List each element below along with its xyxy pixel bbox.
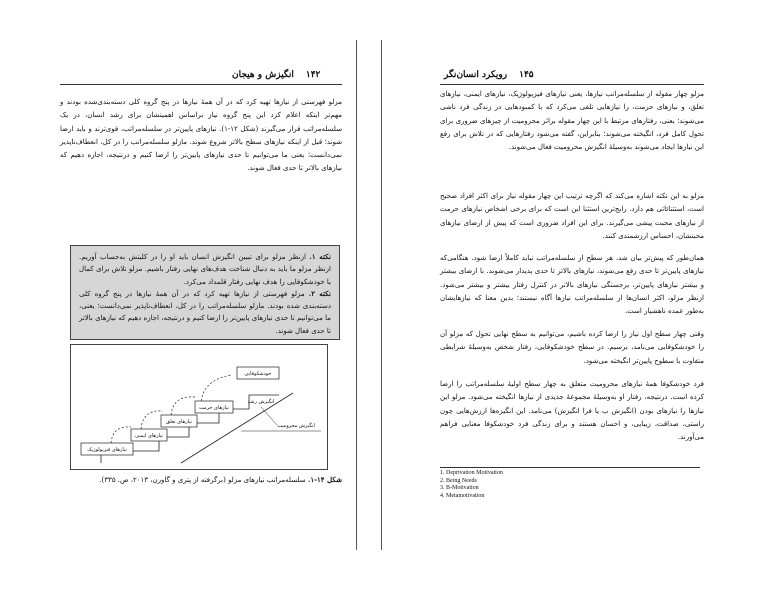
hierarchy-figure [70, 344, 328, 470]
note1-text: ازنظر مزلو برای تبیین انگیزش انسان باید او را در کلیتش به‌حساب آوریم. ازنظر مزلو ما باید به دنبال شناخت هدف‌های نهایی رفتار باشیم. مزلو تلاش برای کمال یا خودشکوفایی را هدف نهایی رفتار قلمداد می‌کرد. [79, 253, 331, 286]
right-paragraph-4: وقتی چهار سطح اول نیاز را ارضا کرده باشیم، می‌توانیم به سطح نهایی تحول که مزلو آن را خودشکوفایی می‌نامد، برسیم. در سطح خودشکوفایی، رفتار شخص به‌وسیلهٔ شرایطی متفاوت با سطوح پایین‌تر انگیخته می‌شود. [440, 330, 704, 365]
note2-text: مزلو فهرستی از نیازها تهیه کرد که در آن همهٔ نیازها در پنج گروه کلی دسته‌بندی شده بودند. مازلو سلسله‌مراتب را در کل، انعطاف‌ناپذیر نمی‌دانست؛ یعنی، ما می‌توانیم تا حدی نیازهای پایین‌تر را ارضا کنیم و درنتیجه، اجازه دهیم که نیازهای بالاتر تا حدی فعال شوند. [79, 289, 331, 335]
right-paragraph-1: مزلو چهار مقوله از سلسله‌مراتب نیازها، یعنی نیازهای فیزیولوژیک، نیازهای ایمنی، نیازهای تعلق، و نیازهای حرمت، را نیازهایی تلقی می‌کرد که با کمبودهایی در زندگی فرد ناشی می‌شوند؛ یعنی، رفتارهای مرتبط با این چهار مقوله براثر محرومیت از چیزهای ضروری برای تحول کامل فرد، انگیخته می‌شوند؛ بنابراین، گفته می‌شود رفتارهایی که در تلاش برای رفع این نیازها ایجاد می‌شوند به‌وسیلهٔ انگیزش محرومیت فعال می‌شوند. [440, 90, 704, 152]
right-page-header [444, 70, 534, 80]
right-page-number: ۱۴۵ [519, 70, 534, 80]
footnote-3: 3. B-Motivation [440, 485, 479, 491]
right-header-rule [440, 84, 704, 85]
step-label-belonging: نیازهای تعلق [165, 419, 193, 425]
left-header-rule [60, 84, 342, 85]
step-label-self-actualization: خودشکوفایی [244, 371, 272, 377]
step-label-esteem: نیازهای حرمت [199, 405, 229, 411]
note2-label: نکته ۲. [308, 288, 331, 298]
right-paragraph-3: همان‌طور که پیش‌تر بیان شد، هر سطح از سلسله‌مراتب نباید کاملاً ارضا شود. هنگامی‌که نیازهای پایین‌تر تا حدی رفع می‌شوند، نیازهای بالاتر تا حدی پدیدار می‌شوند. با ارضای بیشتر و بیشتر نیازهای پایین‌تر، برجستگی نیازهای بالاتر در کنترل رفتار بیشتر و بیشتر می‌شود. ازنظر مزلو، اکثر انسان‌ها از سلسله‌مراتب نیازها آگاه نیستند؛ بدین معنا که نیازهایشان به‌طور عمده ناهشیار است. [440, 254, 704, 316]
footnote-rule [440, 467, 700, 468]
right-paragraph-2: مزلو به این نکته اشاره می‌کند که اگرچه ترتیب این چهار مقوله نیاز برای اکثر افراد صحیح است، استثنائاتی هم دارد. رایج‌ترین استثنا این است که برای برخی اشخاص نیازهای حرمت از نیازهای محبت پیشی می‌گیرند. برای این افراد ضروری است که پیش از ارضای نیازهای محبتشان، احساس ارزشمندی کنند. [440, 192, 704, 240]
hierarchy-diagram [71, 345, 327, 469]
caption-label: شکل ۱۴-۱. [307, 475, 342, 484]
footnote-1: 1. Deprivation Motivation [440, 470, 503, 476]
note1-label: نکته ۱. [309, 252, 331, 261]
label-growth-motivation: انگیزش رشد [247, 399, 275, 405]
right-page [384, 0, 768, 600]
left-body-paragraph: مزلو فهرستی از نیازها تهیه کرد که در آن همهٔ نیازها در پنج گروه کلی دسته‌بندی‌شده بودند و مهم‌تر اینکه اعلام کرد این پنج گروه نیاز براساس اهمیتشان برای رشد انسان، در یک سلسله‌مراتب قرار می‌گیرند (شکل ۱۲-۱). نیازهای پایین‌تر در سلسله‌مراتب، قوی‌ترند و باید ارضا شوند؛ قبل از اینکه نیازهای سطح بالاتر شروع شوند. مازلو سلسله‌مراتب را در کل، انعطاف‌ناپذیر نمی‌دانست؛ یعنی ما می‌توانیم تا حدی نیازهای پایین‌تر را ارضا کنیم و درنتیجه، اجازه دهیم که نیازهای بالاتر تا حدی فعال شوند. [60, 98, 342, 173]
growth-pointer-line [261, 407, 277, 425]
left-page-number: ۱۴۲ [305, 70, 321, 80]
caption-text: سلسله‌مراتب نیازهای مزلو (برگرفته از پتری و گاورن، ۲۰۱۳، ص. ۳۳۵). [99, 476, 306, 484]
left-running-title: انگیزش و هیجان [232, 70, 294, 80]
left-page-header [232, 70, 320, 80]
right-paragraph-5: فرد خودشکوفا همهٔ نیازهای محرومیت متعلق به چهار سطح اولیهٔ سلسله‌مراتب را ارضا کرده است. درنتیجه، رفتار او به‌وسیلهٔ مجموعهٔ جدیدی از نیازها انگیخته می‌شود. مزلو این نیازها را نیازهای بودن (انگیزش ب یا فرا انگیزش) می‌نامد. این انگیزه‌ها ارزش‌هایی چون راستی، صداقت، زیبایی، و احسان هستند و برای زندگی فرد خودشکوفا معنایی فراهم می‌آورند. [440, 380, 704, 442]
step-label-physiological: نیازهای فیزیولوژیک [87, 447, 127, 453]
label-deficiency-motivation: انگیزش محرومیت [277, 423, 315, 429]
figure-caption [60, 474, 342, 486]
footnote-2: 2. Being Needs [440, 477, 477, 484]
footnotes [440, 470, 660, 500]
step-label-safety: نیازهای ایمنی [135, 433, 163, 439]
footnote-4: 4. Metamotivation [440, 492, 485, 499]
right-running-title: رویکرد انسان‌نگر [444, 70, 508, 80]
note-box [70, 245, 340, 340]
